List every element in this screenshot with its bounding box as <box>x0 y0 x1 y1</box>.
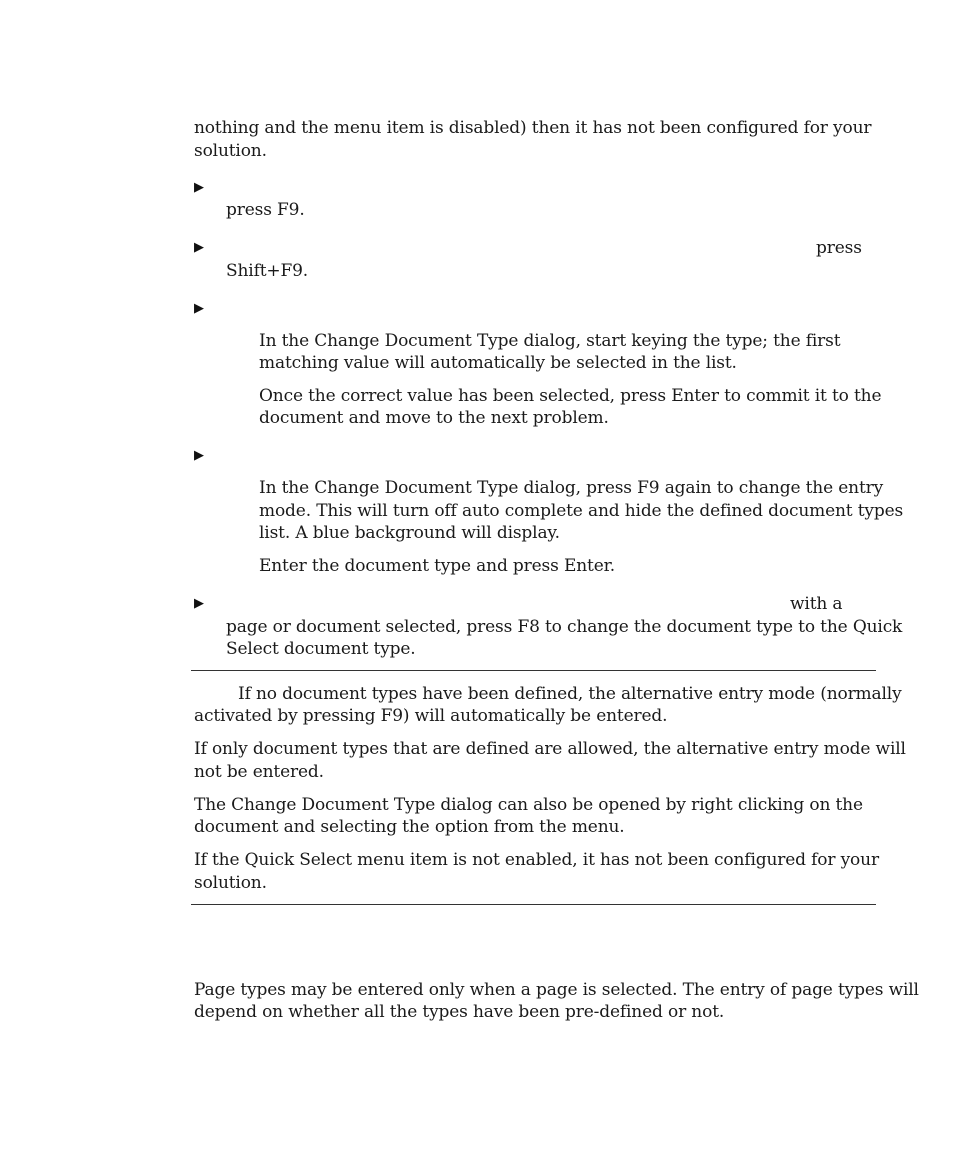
bullet-2-line-1: Shift+F9. <box>226 261 309 281</box>
bullet-1-line-1: press F9. <box>226 200 305 220</box>
note-p2-line-1: If only document types that are defined are allowed, the alternative entry mode will <box>194 739 906 759</box>
note-p3-line-1: The Change Document Type dialog can also be opened by right clicking on the <box>194 795 863 815</box>
page-types-line-1: Page types may be entered only when a page is selected. The entry of page types will <box>194 980 919 1000</box>
bullet-arrow-icon: ▶ <box>194 240 204 255</box>
page-types-line-2: depend on whether all the types have been pre-defined or not. <box>194 1002 725 1022</box>
note-p1-line-2: activated by pressing F9) will automatically be entered. <box>194 706 668 726</box>
note-top-rule <box>191 670 876 671</box>
intro-line-2: solution. <box>194 141 267 161</box>
note-p2-line-2: not be entered. <box>194 762 324 782</box>
bullet-arrow-icon: ▶ <box>194 301 204 316</box>
bullet-arrow-icon: ▶ <box>194 180 204 195</box>
note-p3-line-2: document and selecting the option from the menu. <box>194 817 625 837</box>
note-p4-line-2: solution. <box>194 873 267 893</box>
bullet-3-sub-1-line-2: matching value will automatically be selected in the list. <box>259 353 737 373</box>
bullet-2-fragment: press <box>816 238 862 258</box>
bullet-3-sub-1-line-1: In the Change Document Type dialog, start keying the type; the first <box>259 331 841 351</box>
note-bottom-rule <box>191 904 876 905</box>
bullet-5-fragment: with a <box>790 594 843 614</box>
bullet-4-sub-1-line-3: list. A blue background will display. <box>259 523 560 543</box>
bullet-5-line-2: Select document type. <box>226 639 416 659</box>
bullet-3-sub-2-line-2: document and move to the next problem. <box>259 408 609 428</box>
bullet-arrow-icon: ▶ <box>194 448 204 463</box>
bullet-4-sub-2-line-1: Enter the document type and press Enter. <box>259 556 615 576</box>
note-p4-line-1: If the Quick Select menu item is not enabled, it has not been configured for your <box>194 850 879 870</box>
intro-line-1: nothing and the menu item is disabled) then it has not been configured for your <box>194 118 872 138</box>
bullet-4-sub-1-line-1: In the Change Document Type dialog, press F9 again to change the entry <box>259 478 884 498</box>
bullet-3-sub-2-line-1: Once the correct value has been selected, press Enter to commit it to the <box>259 386 882 406</box>
note-p1-line-1: If no document types have been defined, the alternative entry mode (normally <box>238 684 902 704</box>
bullet-arrow-icon: ▶ <box>194 596 204 611</box>
bullet-4-sub-1-line-2: mode. This will turn off auto complete and hide the defined document types <box>259 501 904 521</box>
bullet-5-line-1: page or document selected, press F8 to change the document type to the Quick <box>226 617 903 637</box>
